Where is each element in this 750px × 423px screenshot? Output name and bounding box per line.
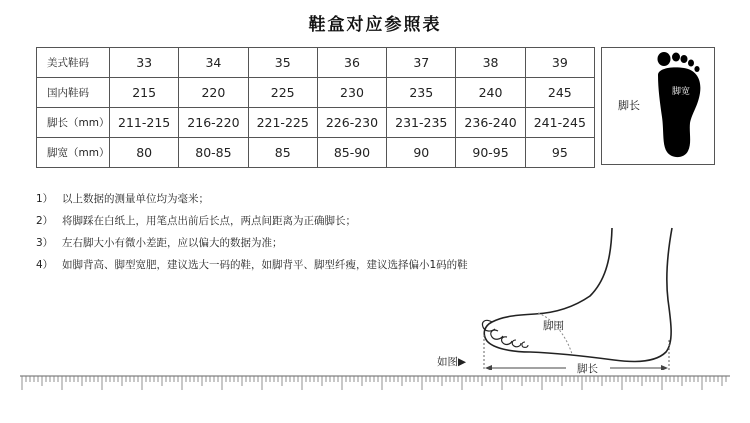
- table-cell: 235: [387, 78, 456, 108]
- table-cell: 80-85: [179, 138, 248, 168]
- page-title: 鞋盒对应参照表: [308, 15, 442, 35]
- table-cell: 226-230: [317, 108, 386, 138]
- row-label: 国内鞋码: [37, 78, 110, 108]
- table-cell: 33: [110, 48, 179, 78]
- note-number: 4）: [36, 259, 54, 271]
- table-cell: 231-235: [387, 108, 456, 138]
- foot-length-label: 脚长: [618, 99, 640, 112]
- table-cell: 37: [387, 48, 456, 78]
- table-cell: 230: [317, 78, 386, 108]
- table-cell: 85-90: [317, 138, 386, 168]
- row-label: 脚长（mm）: [37, 108, 110, 138]
- table-cell: 215: [110, 78, 179, 108]
- table-cell: 35: [248, 48, 317, 78]
- table-cell: 34: [179, 48, 248, 78]
- table-cell: 95: [525, 138, 594, 168]
- table-cell: 216-220: [179, 108, 248, 138]
- table-cell: 39: [525, 48, 594, 78]
- row-label: 脚宽（mm）: [37, 138, 110, 168]
- table-cell: 245: [525, 78, 594, 108]
- table-cell: 225: [248, 78, 317, 108]
- table-cell: 236-240: [456, 108, 525, 138]
- girth-label: 脚围: [543, 320, 564, 332]
- note-text: 以上数据的测量单位均为毫米；: [62, 193, 209, 205]
- length-label: 脚长: [577, 363, 598, 375]
- table-cell: 90: [387, 138, 456, 168]
- foot-width-label: 脚宽: [671, 87, 691, 97]
- note-number: 2）: [36, 215, 54, 227]
- table-cell: 85: [248, 138, 317, 168]
- row-label: 美式鞋码: [37, 48, 110, 78]
- note-text: 如脚背高、脚型宽肥，建议选大一码的鞋，如脚背平、脚型纤瘦，建议选择偏小1码的鞋: [62, 259, 468, 271]
- table-cell: 220: [179, 78, 248, 108]
- table-cell: 221-225: [248, 108, 317, 138]
- table-cell: 211-215: [110, 108, 179, 138]
- ruler: [0, 370, 750, 398]
- note-text: 左右脚大小有微小差距，应以偏大的数据为准；: [62, 237, 283, 249]
- note-number: 1）: [36, 193, 54, 205]
- table-cell: 80: [110, 138, 179, 168]
- table-cell: 241-245: [525, 108, 594, 138]
- table-cell: 90-95: [456, 138, 525, 168]
- table-cell: 36: [317, 48, 386, 78]
- table-cell: 38: [456, 48, 525, 78]
- example-label: 如图▶: [437, 356, 467, 368]
- note-text: 将脚踩在白纸上，用笔点出前后长点，两点间距离为正确脚长；: [62, 215, 356, 227]
- table-cell: 240: [456, 78, 525, 108]
- note-number: 3）: [36, 237, 54, 249]
